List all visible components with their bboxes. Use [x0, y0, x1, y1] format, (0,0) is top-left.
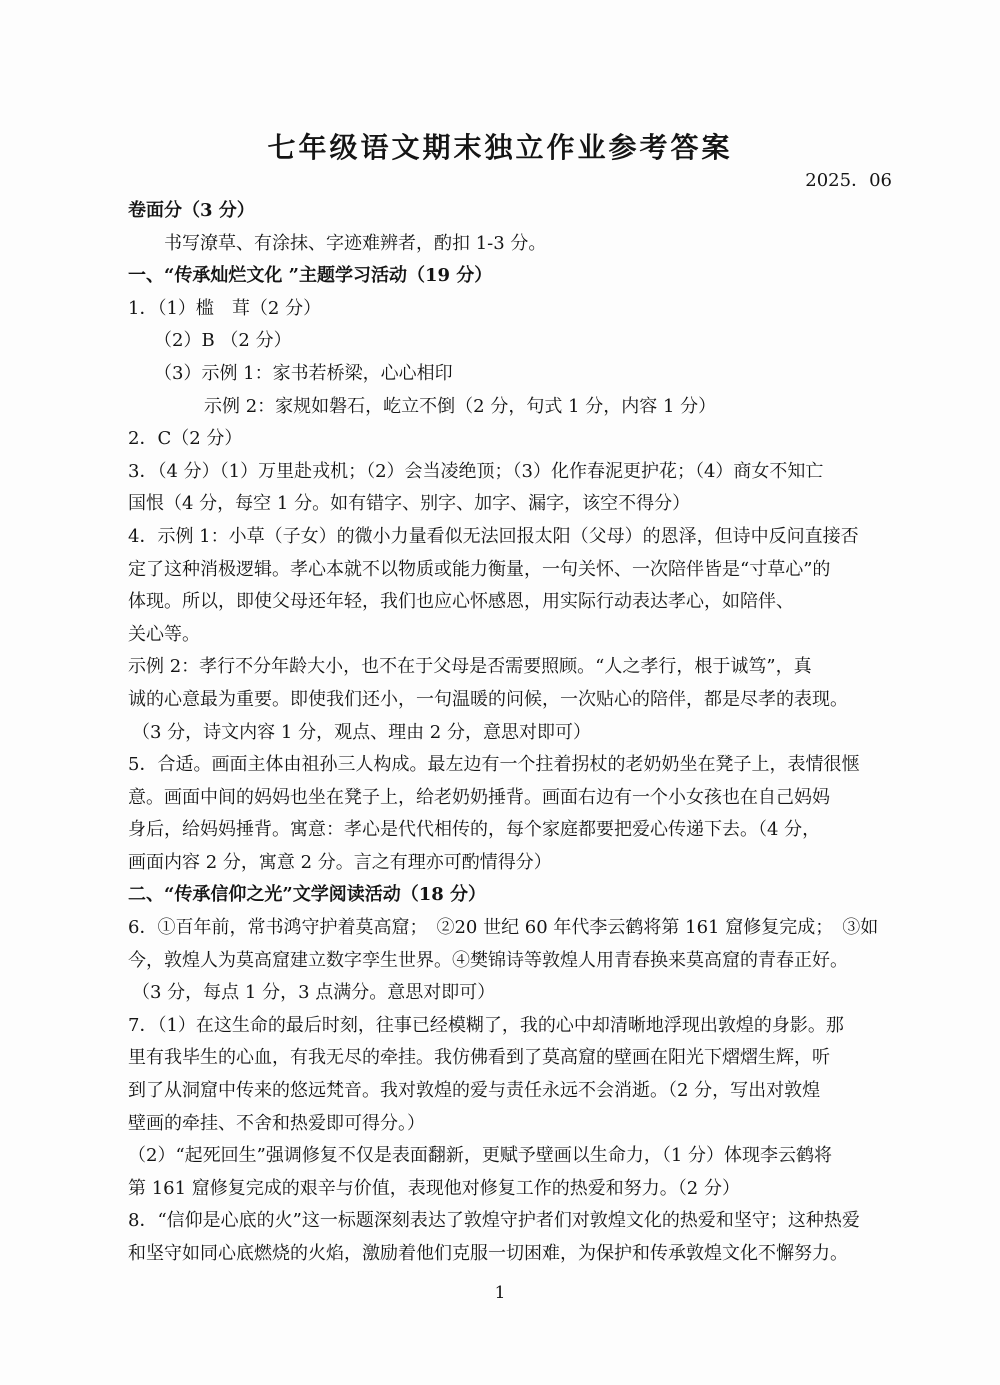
answer-7-2-line-1: （2）“起死回生”强调修复不仅是表面翻新，更赋予壁画以生命力，（1 分）体现李云鹤将 — [128, 1145, 833, 1167]
answer-8-line-2: 和坚守如同心底燃烧的火焰，激励着他们克服一切困难，为保护和传承敦煌文化不懈努力。 — [128, 1243, 848, 1264]
section-heading-part-1: 一、“传承灿烂文化 ”主题学习活动（19 分） — [128, 265, 493, 287]
answer-3-line-1: 3．（4 分）（1）万里赴戎机；（2）会当凌绝顶；（3）化作春泥更护花；（4）商女不知亡 — [128, 460, 824, 482]
answer-6-line-1: 6．①百年前，常书鸿守护着莫高窟； ②20 世纪 60 年代李云鹤将第 161 窟修复完成； ③如 — [128, 917, 879, 939]
answer-4-scoring: （3 分，诗文内容 1 分，观点、理由 2 分，意思对即可） — [132, 721, 591, 743]
answer-5-line-3: 身后，给妈妈捶背。寓意：孝心是代代相传的，每个家庭都要把爱心传递下去。（4 分， — [128, 819, 821, 841]
document-date: 2025．06 — [805, 170, 892, 191]
answer-4-example-2-line-1: 示例 2：孝行不分年龄大小，也不在于父母是否需要照顾。“人之孝行，根于诚笃”，真 — [128, 656, 812, 678]
answer-7-1-line-1: 7．（1）在这生命的最后时刻，往事已经模糊了，我的心中却清晰地浮现出敦煌的身影。那 — [128, 1014, 844, 1036]
answer-4-line-2: 定了这种消极逻辑。孝心本就不以物质或能力衡量，一句关怀、一次陪伴皆是“寸草心”的 — [128, 558, 831, 580]
answer-body — [128, 195, 892, 1271]
answer-5-line-2: 意。画面中间的妈妈也坐在凳子上，给老奶奶捶背。画面右边有一个小女孩也在自己妈妈 — [128, 786, 830, 808]
answer-5-line-4: 画面内容 2 分，寓意 2 分。言之有理亦可酌情得分） — [128, 851, 552, 873]
answer-7-2-line-2: 第 161 窟修复完成的艰辛与价值，表现他对修复工作的热爱和努力。（2 分） — [128, 1177, 740, 1199]
document-title: 七年级语文期末独立作业参考答案 — [267, 131, 733, 164]
page-number: 1 — [494, 1283, 506, 1303]
answer-6-scoring: （3 分，每点 1 分，3 点满分。意思对即可） — [132, 982, 496, 1004]
answer-7-1-line-3: 到了从洞窟中传来的悠远梵音。我对敦煌的爱与责任永远不会消逝。（2 分，写出对敦煌 — [128, 1080, 821, 1102]
answer-4-line-4: 关心等。 — [128, 623, 200, 645]
answer-7-1-line-2: 里有我毕生的心血，有我无尽的牵挂。我仿佛看到了莫高窟的壁画在阳光下熠熠生辉，听 — [128, 1047, 830, 1069]
answer-1-3-example-2: 示例 2：家规如磐石，屹立不倒（2 分，句式 1 分，内容 1 分） — [204, 395, 717, 417]
answer-6-line-2: 今，敦煌人为莫高窟建立数字孪生世界。④樊锦诗等敦煌人用青春换来莫高窟的青春正好。 — [128, 949, 848, 971]
answer-8-line-1: 8．“信仰是心底的火”这一标题深刻表达了敦煌守护者们对敦煌文化的热爱和坚守；这种热爱 — [128, 1210, 860, 1232]
section-heading-handwriting: 卷面分（3 分） — [128, 200, 255, 221]
answer-4-line-1: 4．示例 1：小草（子女）的微小力量看似无法回报太阳（父母）的恩泽，但诗中反问直接否 — [128, 525, 859, 547]
section-heading-part-2: 二、“传承信仰之光”文学阅读活动（18 分） — [128, 884, 487, 906]
answer-1-2: （2）B （2 分） — [154, 330, 292, 352]
answer-7-1-line-4: 壁画的牵挂、不舍和热爱即可得分。） — [128, 1112, 425, 1134]
answer-5-line-1: 5．合适。画面主体由祖孙三人构成。最左边有一个拄着拐杖的老奶奶坐在凳子上，表情很惬 — [128, 754, 860, 776]
answer-2: 2．C（2 分） — [128, 428, 243, 450]
answer-1-1: 1．（1）槛 茸（2 分） — [128, 297, 322, 319]
answer-4-line-3: 体现。所以，即使父母还年轻，我们也应心怀感恩，用实际行动表达孝心，如陪伴、 — [128, 591, 794, 613]
answer-1-3-example-1: （3）示例 1：家书若桥梁，心心相印 — [154, 362, 453, 384]
answer-3-line-2: 国恨（4 分，每空 1 分。如有错字、别字、加字、漏字，该空不得分） — [128, 493, 691, 515]
handwriting-rule: 书写潦草、有涂抹、字迹难辨者，酌扣 1-3 分。 — [164, 232, 547, 254]
answer-4-example-2-line-2: 诚的心意最为重要。即使我们还小，一句温暖的问候，一次贴心的陪伴，都是尽孝的表现。 — [128, 688, 848, 710]
